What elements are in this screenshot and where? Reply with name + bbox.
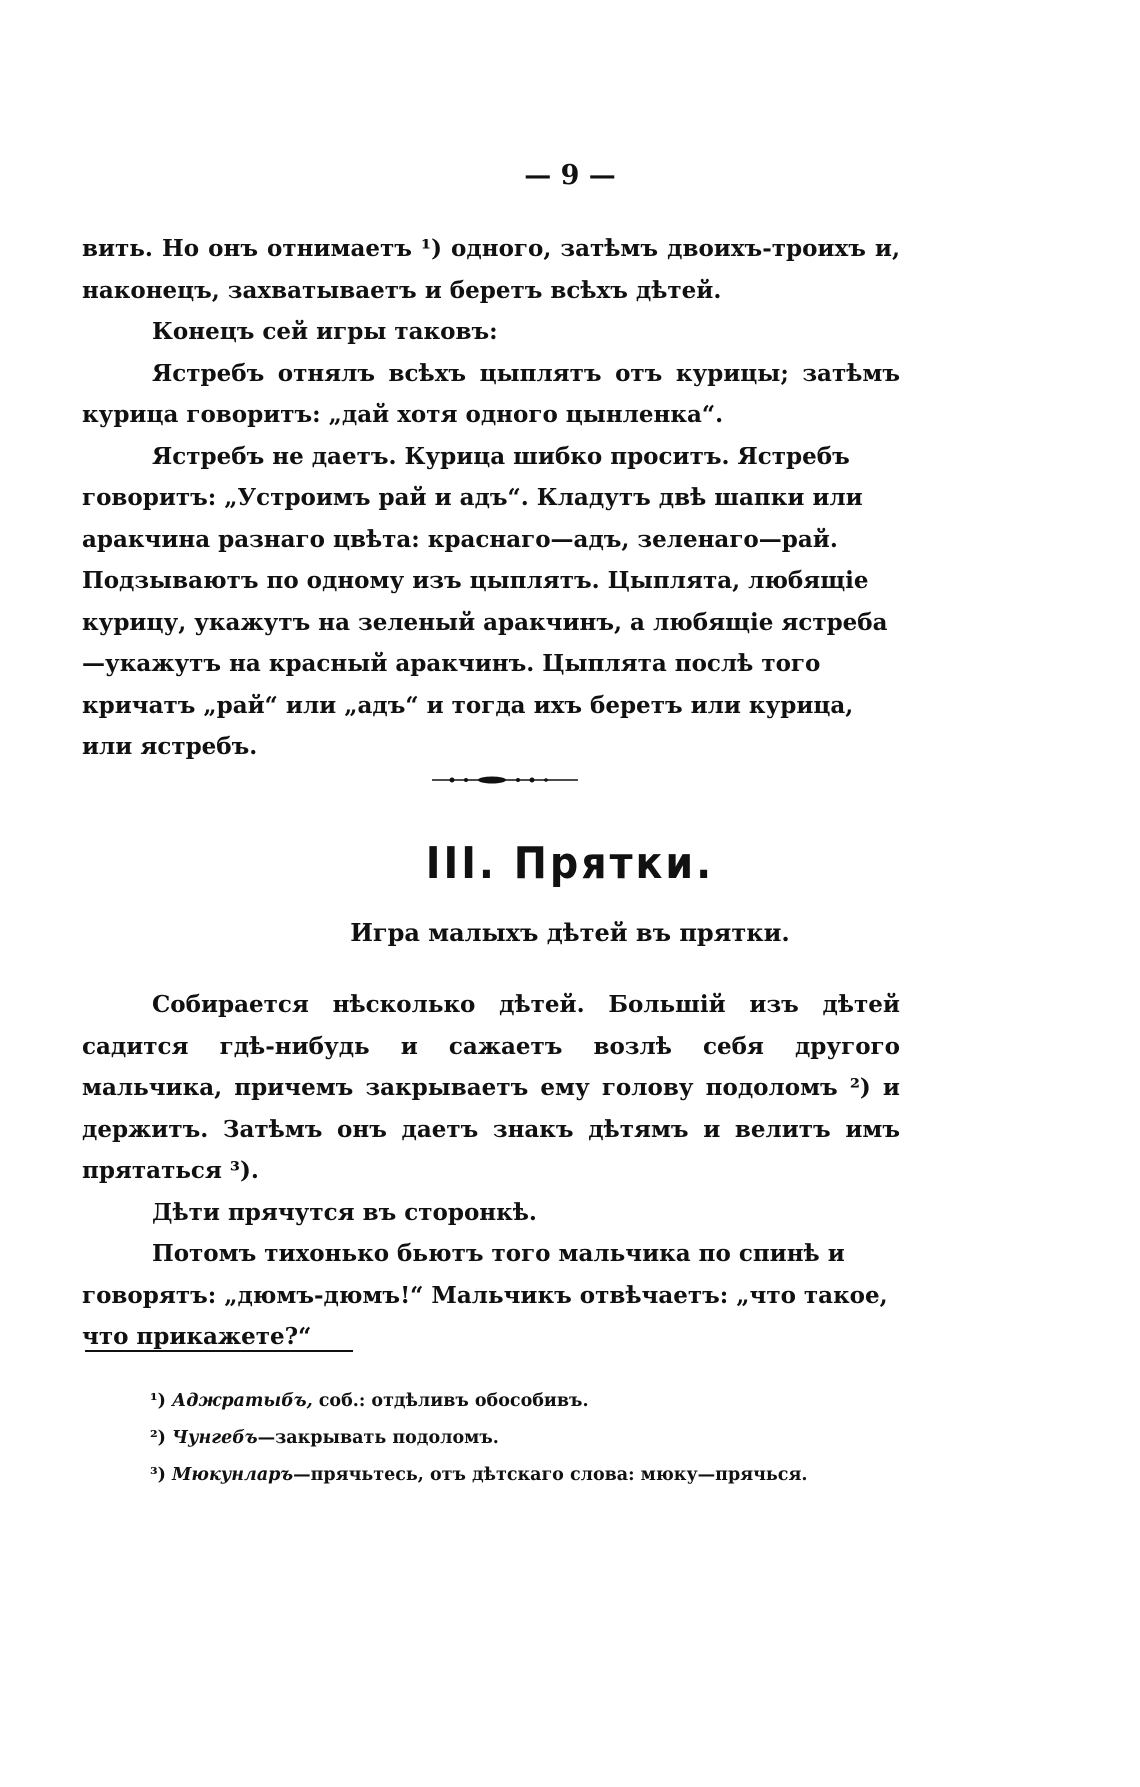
footnote-1 — [150, 1383, 910, 1420]
footnote-3 — [150, 1457, 910, 1494]
footnote-mark: ¹) — [150, 1391, 166, 1411]
body-text-block-1 — [82, 228, 900, 768]
paragraph-heaven-and-hell: Ястребъ не даетъ. Курица шибко проситъ. Ястребъ говоритъ: „Устроимъ рай и адъ“. Кладутъ двѣ шапки или аракчина разнаго цвѣта: краснаго—адъ, зеленаго—рай. Подзываютъ по одному изъ цыплятъ. Цыплята, любящіе курицу, укажутъ на зеленый аракчинъ, а любящіе ястреба—укажутъ на красный аракчинъ. Цыплята послѣ того кричатъ „рай“ или „адъ“ и тогда ихъ беретъ или курица, или ястребъ. — [82, 442, 888, 760]
footnote-divider — [85, 1350, 353, 1352]
section-ornament — [430, 772, 580, 788]
paragraph-children-gather: Собирается нѣсколько дѣтей. Большій изъ дѣтей садится гдѣ-нибудь и сажаетъ возлѣ себя другого мальчика, причемъ закрываетъ ему голову подоломъ ²) и держитъ. Затѣмъ онъ даетъ знакъ дѣтямъ и велитъ имъ прятаться ³). — [82, 991, 900, 1184]
footnotes — [150, 1383, 910, 1494]
footnote-term: Мюкунларъ — [172, 1465, 294, 1485]
footnote-text: —прячьтесь, отъ дѣтскаго слова: мюку—прячься. — [293, 1465, 808, 1485]
page-number: — 9 — — [524, 160, 616, 191]
paragraph-game-ending-intro: Конецъ сей игры таковъ: — [152, 318, 498, 345]
footnote-mark: ²) — [150, 1428, 166, 1448]
footnote-2 — [150, 1420, 910, 1457]
paragraph-children-hide: Дѣти прячутся въ сторонкѣ. — [152, 1198, 537, 1226]
paragraph-continued: вить. Но онъ отнимаетъ ¹) одного, затѣмъ двоихъ-троихъ и, наконецъ, захватываетъ и беретъ всѣхъ дѣтей. — [82, 235, 900, 304]
footnote-mark: ³) — [150, 1465, 166, 1485]
paragraph-hawk-took-chicks: Ястребъ отнялъ всѣхъ цыплятъ отъ курицы; затѣмъ курица говоритъ: „дай хотя одного цынленка“. — [82, 359, 900, 428]
footnote-term: Чунгебъ — [172, 1428, 258, 1448]
footnote-term: Аджратыбъ, — [172, 1391, 313, 1411]
paragraph-dyum-dyum: Потомъ тихонько бьютъ того мальчика по спинѣ и говорятъ: „дюмъ-дюмъ!“ Мальчикъ отвѣчаетъ: „что такое, что прикажете?“ — [82, 1240, 888, 1350]
body-text-block-2 — [82, 984, 900, 1358]
footnote-text: соб.: отдѣливъ обособивъ. — [318, 1391, 589, 1411]
section-subheading: Игра малыхъ дѣтей въ прятки. — [350, 918, 790, 947]
footnote-text: —закрывать подоломъ. — [257, 1428, 499, 1448]
section-heading: III. Прятки. — [425, 838, 715, 889]
